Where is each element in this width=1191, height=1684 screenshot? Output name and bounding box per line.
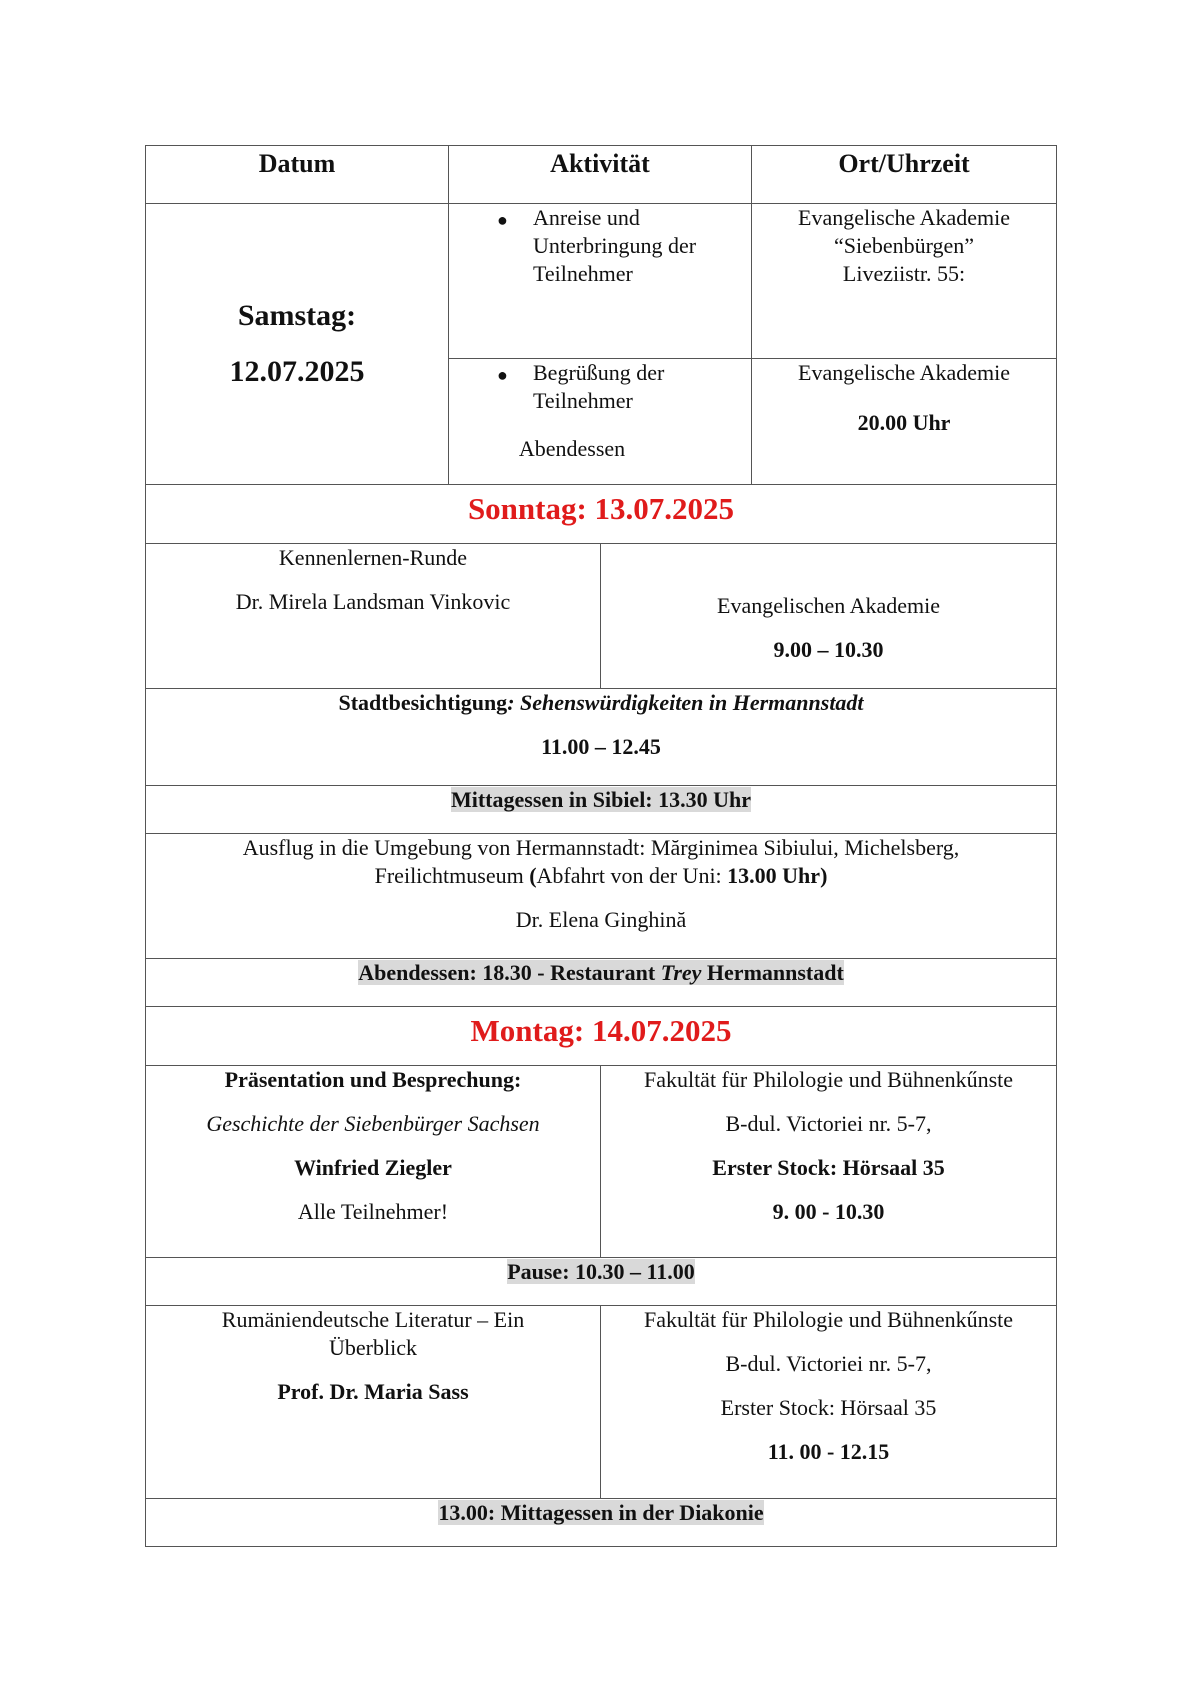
schedule-page bbox=[145, 145, 1056, 1547]
monday-heading: Montag: 14.07.2025 bbox=[146, 1007, 1057, 1066]
saturday-date-cell bbox=[146, 204, 449, 485]
saturday-day: Samstag: bbox=[237, 299, 357, 332]
saturday-activity-1 bbox=[449, 204, 752, 359]
sunday-intro-place bbox=[601, 544, 1057, 689]
monday-heading-row bbox=[146, 1007, 1057, 1066]
tour-time: 11.00 – 12.45 bbox=[541, 734, 661, 759]
sunday-intro-row bbox=[146, 544, 1057, 689]
saturday-activity-1-text bbox=[533, 204, 745, 288]
saturday-activity-2 bbox=[449, 359, 752, 485]
sunday-excursion bbox=[146, 834, 1057, 959]
dinner-part: Abendessen: 18.30 - Restaurant bbox=[358, 960, 661, 985]
session-2-speaker: Prof. Dr. Maria Sass bbox=[277, 1379, 469, 1404]
saturday-date: 12.07.2025 bbox=[229, 355, 365, 388]
tour-title-bold: Stadtbesichtigung bbox=[338, 690, 508, 715]
line: Liveziistr. 55: bbox=[842, 261, 966, 286]
excursion-part: ) bbox=[820, 863, 828, 888]
session-2-faculty: Fakultät für Philologie und Bühnenkűnste bbox=[643, 1307, 1014, 1332]
session-1-audience: Alle Teilnehmer! bbox=[297, 1199, 449, 1224]
time: 20.00 Uhr bbox=[857, 410, 951, 435]
line: Evangelische Akademie bbox=[798, 205, 1010, 230]
sunday-lunch: Mittagessen in Sibiel: 13.30 Uhr bbox=[450, 787, 752, 812]
header-datum: Datum bbox=[146, 146, 449, 204]
header-row bbox=[146, 146, 1057, 204]
session-2-title-line: Überblick bbox=[329, 1335, 417, 1360]
bullet-icon: ● bbox=[497, 210, 508, 230]
monday-session-1-activity bbox=[146, 1066, 601, 1258]
monday-pause: Pause: 10.30 – 11.00 bbox=[507, 1259, 695, 1284]
monday-pause-cell bbox=[146, 1258, 1057, 1306]
session-1-topic: Geschichte der Siebenbürger Sachsen bbox=[206, 1111, 540, 1136]
excursion-part: Freilichtmuseum bbox=[374, 863, 530, 888]
schedule-table bbox=[145, 145, 1057, 1547]
line: Teilnehmer bbox=[533, 261, 633, 286]
session-2-address: B-dul. Victoriei nr. 5-7, bbox=[725, 1351, 932, 1376]
intro-time: 9.00 – 10.30 bbox=[773, 637, 884, 662]
line: Begrüßung der bbox=[533, 360, 665, 385]
dinner-part: Hermannstadt bbox=[701, 960, 844, 985]
session-2-time: 11. 00 - 12.15 bbox=[767, 1439, 890, 1464]
sunday-tour bbox=[146, 689, 1057, 786]
intro-title: Kennenlernen-Runde bbox=[278, 545, 468, 570]
tour-title bbox=[152, 689, 1050, 717]
intro-place: Evangelischen Akademie bbox=[717, 593, 940, 618]
sunday-excursion-row bbox=[146, 834, 1057, 959]
tour-title-italic: : Sehenswürdigkeiten in Hermannstadt bbox=[507, 690, 864, 715]
line: Teilnehmer bbox=[533, 388, 633, 413]
session-2-title-line: Rumäniendeutsche Literatur – Ein bbox=[221, 1307, 525, 1332]
monday-lunch-cell bbox=[146, 1499, 1057, 1547]
monday-session-2-activity bbox=[146, 1306, 601, 1499]
excursion-line-1: Ausflug in die Umgebung von Hermannstadt: Mărginimea Sibiului, Michelsberg, bbox=[242, 835, 960, 860]
excursion-part: Abfahrt von der Uni: bbox=[536, 863, 728, 888]
sunday-heading-row bbox=[146, 485, 1057, 544]
sunday-dinner-cell bbox=[146, 959, 1057, 1007]
sunday-dinner-row bbox=[146, 959, 1057, 1007]
header-ort-uhrzeit: Ort/Uhrzeit bbox=[752, 146, 1057, 204]
sunday-intro-activity bbox=[146, 544, 601, 689]
saturday-place-2 bbox=[752, 359, 1057, 485]
excursion-part: ( bbox=[529, 863, 537, 888]
sunday-heading: Sonntag: 13.07.2025 bbox=[146, 485, 1057, 544]
line: Anreise und bbox=[533, 205, 640, 230]
excursion-person: Dr. Elena Ginghină bbox=[515, 907, 687, 932]
session-1-time: 9. 00 - 10.30 bbox=[772, 1199, 885, 1224]
monday-lunch: 13.00: Mittagessen in der Diakonie bbox=[438, 1500, 764, 1525]
monday-pause-row bbox=[146, 1258, 1057, 1306]
monday-lunch-row bbox=[146, 1499, 1057, 1547]
monday-session-1-row bbox=[146, 1066, 1057, 1258]
sunday-lunch-cell bbox=[146, 786, 1057, 834]
bullet-icon: ● bbox=[497, 365, 508, 385]
place: Evangelische Akademie bbox=[798, 360, 1010, 385]
header-aktivitaet: Aktivität bbox=[449, 146, 752, 204]
sunday-lunch-row bbox=[146, 786, 1057, 834]
session-2-room: Erster Stock: Hörsaal 35 bbox=[720, 1395, 937, 1420]
line: Unterbringung der bbox=[533, 233, 697, 258]
saturday-row-1 bbox=[146, 204, 1057, 359]
session-1-room: Erster Stock: Hörsaal 35 bbox=[712, 1155, 945, 1180]
saturday-place-1 bbox=[752, 204, 1057, 359]
excursion-line-2 bbox=[152, 862, 1050, 890]
session-1-faculty: Fakultät für Philologie und Bühnenkűnste bbox=[643, 1067, 1014, 1092]
monday-session-2-row bbox=[146, 1306, 1057, 1499]
dinner-restaurant: Trey bbox=[660, 960, 702, 985]
sunday-tour-row bbox=[146, 689, 1057, 786]
session-1-title: Präsentation und Besprechung: bbox=[224, 1067, 522, 1092]
saturday-activity-2-text bbox=[533, 359, 745, 415]
saturday-dinner: Abendessen bbox=[518, 436, 626, 461]
sunday-dinner bbox=[358, 960, 844, 985]
session-1-speaker: Winfried Ziegler bbox=[294, 1155, 452, 1180]
excursion-time: 13.00 Uhr bbox=[727, 863, 821, 888]
intro-person: Dr. Mirela Landsman Vinkovic bbox=[235, 589, 511, 614]
line: “Siebenbürgen” bbox=[833, 233, 975, 258]
session-1-address: B-dul. Victoriei nr. 5-7, bbox=[725, 1111, 932, 1136]
monday-session-1-place bbox=[601, 1066, 1057, 1258]
monday-session-2-place bbox=[601, 1306, 1057, 1499]
